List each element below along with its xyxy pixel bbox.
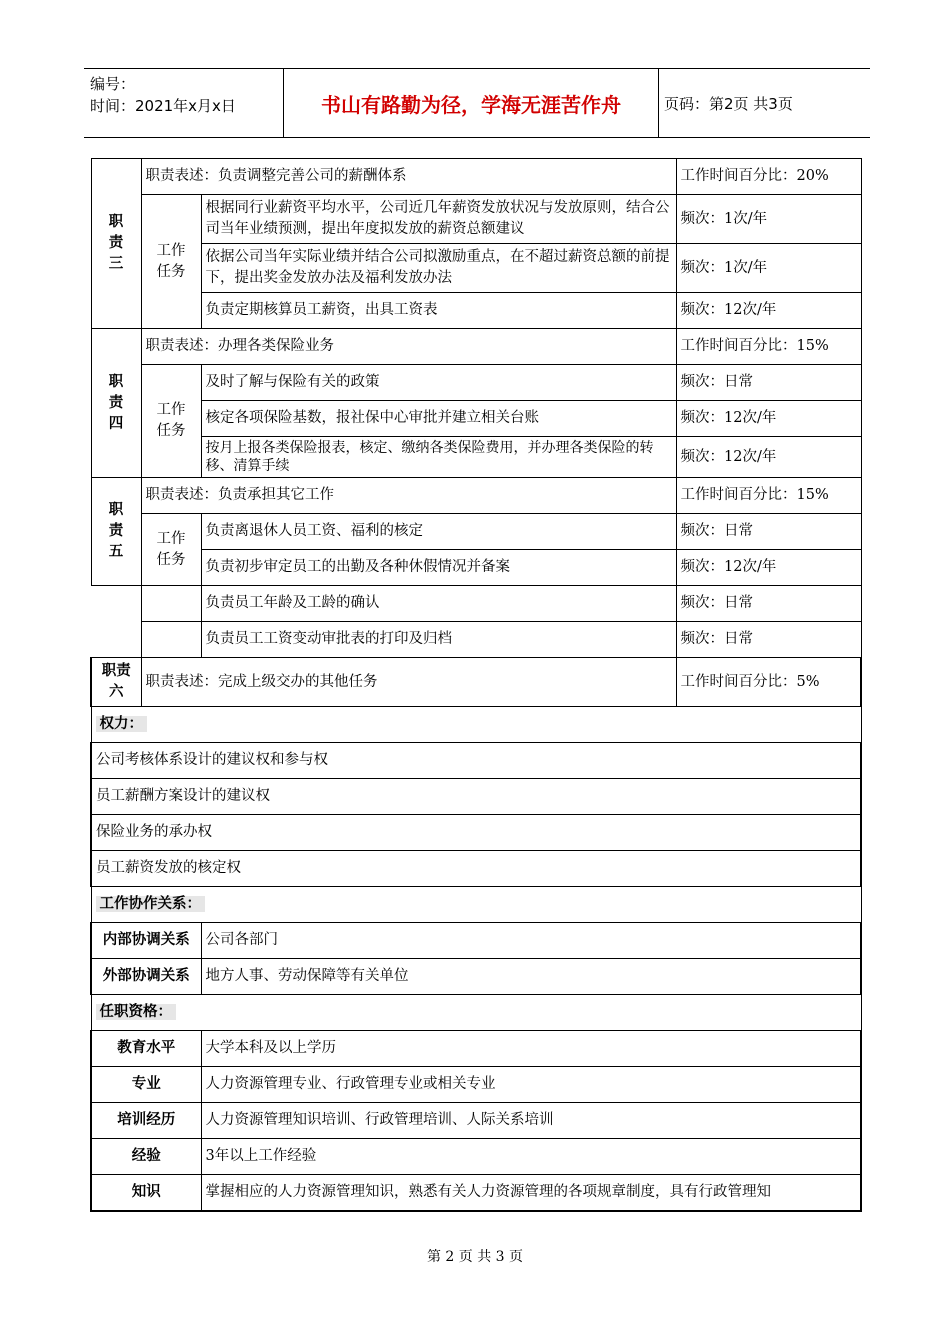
duty4-freq-2: 频次：12次/年: [676, 401, 861, 437]
duty4-task-2: 核定各项保险基数，报社保中心审批并建立相关台账: [201, 401, 676, 437]
job-description-table: [90, 158, 862, 1212]
duty5-task-row: [91, 586, 861, 622]
page-footer: 第 2 页 共 3 页: [426, 1249, 524, 1265]
relations-title: 工作协作关系：: [91, 887, 861, 923]
duty4-freq-1: 频次：日常: [676, 365, 861, 401]
internal-relation-value: 公司各部门: [201, 923, 861, 959]
duty3-freq-2: 频次：1次/年: [676, 244, 861, 293]
duty4-task-3: 按月上报各类保险报表，核定、缴纳各类保险费用，并办理各类保险的转移、清算手续: [201, 437, 676, 478]
qualification-row: [91, 1103, 861, 1139]
external-relation-value: 地方人事、劳动保障等有关单位: [201, 959, 861, 995]
duty5-task-row: [91, 514, 861, 550]
duty5-desc: 职责表述：负责承担其它工作: [141, 478, 676, 514]
relations-title-row: [91, 887, 861, 923]
blank-cell: [91, 622, 141, 658]
duty4-task-row: [91, 401, 861, 437]
duty5-task-1: 负责离退休人员工资、福利的核定: [201, 514, 676, 550]
qualification-label: 专业: [91, 1067, 201, 1103]
qualification-label: 知识: [91, 1175, 201, 1212]
duty3-task-3: 负责定期核算员工薪资，出具工资表: [201, 293, 676, 329]
qualification-value: 人力资源管理知识培训、行政管理培训、人际关系培训: [201, 1103, 861, 1139]
power-item: 员工薪资发放的核定权: [91, 851, 861, 887]
duty5-task-label: 工作任务: [141, 514, 201, 586]
duty3-label: 职责三: [91, 159, 141, 329]
duty5-freq-3: 频次：日常: [676, 586, 861, 622]
header-left: [90, 73, 280, 117]
header-motto: 书山有路勤为径，学海无涯苦作舟: [283, 69, 659, 137]
duty5-freq-4: 频次：日常: [676, 622, 861, 658]
power-item: 保险业务的承办权: [91, 815, 861, 851]
duty4-label: 职责四: [91, 329, 141, 478]
qualification-label: 教育水平: [91, 1031, 201, 1067]
duty4-pct: 工作时间百分比：15%: [676, 329, 861, 365]
duty5-freq-2: 频次：12次/年: [676, 550, 861, 586]
qualification-value: 人力资源管理专业、行政管理专业或相关专业: [201, 1067, 861, 1103]
qualification-value: 掌握相应的人力资源管理知识，熟悉有关人力资源管理的各项规章制度，具有行政管理知: [201, 1175, 861, 1212]
duty4-task-1: 及时了解与保险有关的政策: [201, 365, 676, 401]
external-relation-row: [91, 959, 861, 995]
duty5-task-row: [91, 622, 861, 658]
duty4-desc: 职责表述：办理各类保险业务: [141, 329, 676, 365]
duty5-task-4: 负责员工工资变动审批表的打印及归档: [201, 622, 676, 658]
qualifications-title: 任职资格：: [91, 995, 861, 1031]
duty5-task-2: 负责初步审定员工的出勤及各种休假情况并备案: [201, 550, 676, 586]
duty3-freq-3: 频次：12次/年: [676, 293, 861, 329]
duty3-task-row: [91, 195, 861, 244]
blank-cell: [91, 586, 141, 622]
power-item: 公司考核体系设计的建议权和参与权: [91, 743, 861, 779]
duty3-task-1: 根据同行业薪资平均水平，公司近几年薪资发放状况与发放原则，结合公司当年业绩预测，提出年度拟发放的薪资总额建议: [201, 195, 676, 244]
qualification-row: [91, 1031, 861, 1067]
duty5-freq-1: 频次：日常: [676, 514, 861, 550]
qualification-value: 大学本科及以上学历: [201, 1031, 861, 1067]
duty3-pct: 工作时间百分比：20%: [676, 159, 861, 195]
duty3-task-2: 依据公司当年实际业绩并结合公司拟激励重点，在不超过薪资总额的前提下，提出奖金发放办法及福利发放办法: [201, 244, 676, 293]
external-relation-label: 外部协调关系: [91, 959, 201, 995]
qualifications-title-row: [91, 995, 861, 1031]
qualification-row: [91, 1139, 861, 1175]
document-number: 编号：: [90, 75, 136, 93]
blank-cell: [141, 622, 201, 658]
duty5-pct: 工作时间百分比：15%: [676, 478, 861, 514]
power-row: [91, 743, 861, 779]
qualification-label: 培训经历: [91, 1103, 201, 1139]
document-date: 时间：2021年x月x日: [90, 97, 236, 115]
power-row: [91, 779, 861, 815]
blank-cell: [141, 586, 201, 622]
duty4-task-row: [91, 365, 861, 401]
power-row: [91, 815, 861, 851]
duty5-task-3: 负责员工年龄及工龄的确认: [201, 586, 676, 622]
duty4-task-label: 工作任务: [141, 365, 201, 478]
power-item: 员工薪酬方案设计的建议权: [91, 779, 861, 815]
duty4-task-row: [91, 437, 861, 478]
duty3-desc-row: [91, 159, 861, 195]
qualification-value: 3年以上工作经验: [201, 1139, 861, 1175]
duty3-task-row: [91, 244, 861, 293]
powers-title: 权力：: [91, 707, 861, 743]
duty6-label: 职责六: [91, 658, 141, 707]
duty5-task-row: [91, 550, 861, 586]
qualification-label: 经验: [91, 1139, 201, 1175]
header-page-number: 页码：第2页 共3页: [664, 94, 793, 113]
duty5-label: 职责五: [91, 478, 141, 586]
duty3-desc: 职责表述：负责调整完善公司的薪酬体系: [141, 159, 676, 195]
duty4-freq-3: 频次：12次/年: [676, 437, 861, 478]
duty4-desc-row: [91, 329, 861, 365]
duty3-task-label: 工作任务: [141, 195, 201, 329]
qualification-row: [91, 1175, 861, 1212]
duty5-desc-row: [91, 478, 861, 514]
internal-relation-row: [91, 923, 861, 959]
duty6-row: [91, 658, 861, 707]
powers-title-row: [91, 707, 861, 743]
duty3-task-row: [91, 293, 861, 329]
duty6-pct: 工作时间百分比：5%: [676, 658, 861, 707]
page-header: [84, 68, 870, 138]
power-row: [91, 851, 861, 887]
qualification-row: [91, 1067, 861, 1103]
duty3-freq-1: 频次：1次/年: [676, 195, 861, 244]
internal-relation-label: 内部协调关系: [91, 923, 201, 959]
duty6-desc: 职责表述：完成上级交办的其他任务: [141, 658, 676, 707]
